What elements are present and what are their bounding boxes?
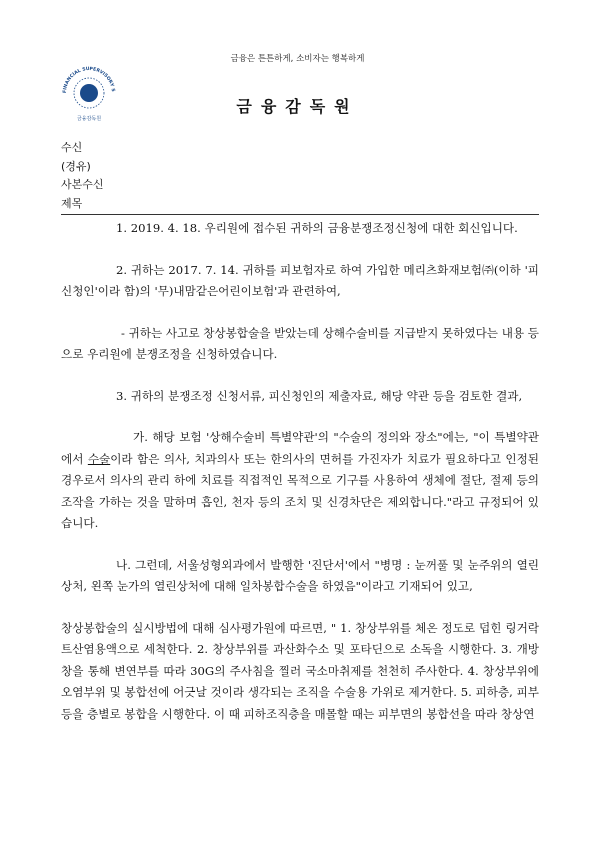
- paragraph-1: 1. 2019. 4. 18. 우리원에 접수된 귀하의 금융분쟁조정신청에 대한 회신입니다.: [116, 221, 518, 235]
- paragraph-4: 3. 귀하의 분쟁조정 신청서류, 피신청인의 제출자료, 해당 약관 등을 검토한 결과,: [116, 388, 523, 403]
- paragraph-6: 나. 그런데, 서울성형외과에서 발행한 '진단서'에서 "병명 : 눈꺼풀 및 눈주위의 열린상처, 왼쪽 눈가의 열린상처에 대해 일차봉합수술을 하였음"이라고 기재되어 있고,: [61, 557, 539, 593]
- paragraph-3: - 귀하는 사고로 창상봉합술을 받았는데 상해수술비를 지급받지 못하였다는 내용 등으로 우리원에 분쟁조정을 신청하였습니다.: [61, 325, 539, 361]
- paragraph-2: 2. 귀하는 2017. 7. 14. 귀하를 피보험자로 하여 가입한 메리츠화재보험㈜(이하 '피신청인'이라 함)의 '무)내맘같은어린이보험'과 관련하여,: [61, 262, 539, 298]
- via-label: (경유): [61, 159, 91, 173]
- letter-body: [61, 218, 539, 725]
- recipient-label: 수신: [61, 141, 83, 154]
- subject-label: 제목: [61, 196, 83, 210]
- logo-bottom-text: 금융감독원: [76, 116, 102, 122]
- logo-ring-text: FINANCIAL SUPERVISORY S: [62, 66, 116, 94]
- paragraph-5-part1: 가. 해당 보험 '상해수술비 특별약관'의 "수술의 정의와 장소"에는, "이 특별약관에서: [61, 430, 539, 466]
- paragraph-5: [61, 427, 539, 535]
- paragraph-5-part2: 이라 함은 의사, 치과의사 또는 한의사의 면허를 가진자가 치료가 필요하다고 인정된 경우로서 의사의 관리 하에 치료를 직접적인 목적으로 기구를 사용하여 생체에 절단, 절제 등의 조작을 가하는 것을 말하며 흡인, 천자 등의 조치 및 신경차단은 제외합니다."라고 규정되어 있습니다.: [61, 451, 539, 530]
- header-fields: [61, 139, 104, 213]
- motto: 금융은 튼튼하게, 소비자는 행복하게: [230, 54, 365, 64]
- cc-label: 사본수신: [61, 178, 104, 191]
- header-rule: [61, 214, 539, 215]
- paragraph-5-underlined: 수술: [87, 451, 111, 466]
- paragraph-7: 창상봉합술의 실시방법에 대해 심사평가원에 따르면, " 1. 창상부위를 체온 정도로 덥힌 링거락트산염용액으로 세척한다. 2. 창상부위를 과산화수소 및 포타딘으로 소독을 시행한다. 3. 개방창을 통해 변연부를 따라 30G의 주사침을 찔러 국소마취제를 천천히 주사한다. 4. 창상부위에 오염부위 및 봉합선에 어긋날 것이라 생각되는 조직을 수술용 가위로 제거한다. 5. 피하층, 피부 등을 층별로 봉합을 시행한다. 이 때 피하조직층을 매몰할 때는 피부면의 봉합선을 따라 창상연: [61, 620, 539, 721]
- organization-name: 금융감독원: [236, 97, 359, 116]
